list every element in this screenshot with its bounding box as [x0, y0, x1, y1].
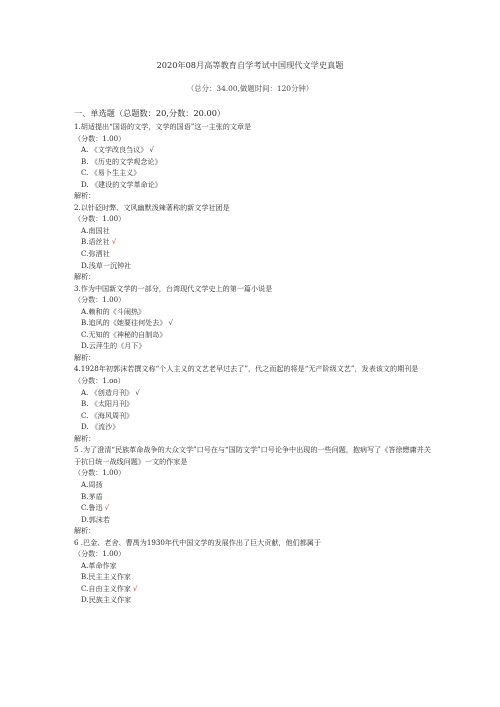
question-block [74, 121, 434, 202]
answer-option-text: D.民族主义作家 [81, 595, 132, 605]
answer-option-text: D. 《流沙》 [81, 422, 120, 432]
answer-option-text: A.赖和的《斗闹热》 [81, 306, 146, 316]
answer-option [74, 236, 434, 248]
question-score: （分数：1.00） [74, 549, 126, 559]
answer-option-text: D. 《建设的文学革命论》 [81, 179, 162, 189]
answer-option [74, 421, 434, 433]
question-list [74, 107, 434, 606]
answer-option-text: A. 《文学改良刍议》 [81, 145, 148, 155]
question-analysis: 解析： [74, 352, 96, 362]
question-analysis: 解析： [74, 526, 96, 536]
answer-option-text: B. 《太阳月刊》 [81, 399, 134, 409]
answer-option [74, 479, 434, 491]
answer-option-text: B.追风的《她要往何处去》 [81, 318, 167, 328]
question-score: （分数：1.oo） [74, 376, 125, 386]
question-analysis: 解析： [74, 191, 96, 201]
answer-option [74, 329, 434, 341]
question-analysis: 解析： [74, 272, 96, 282]
answer-option-text: C.无知的《神秘的自制岛》 [81, 329, 167, 339]
question-analysis: 解析： [74, 433, 96, 443]
question-block [74, 444, 434, 536]
answer-option [74, 167, 434, 179]
answer-option [74, 583, 434, 595]
question-stem: 2.以针砭时弊、文风幽默泼辣著称的新文学社团是 [74, 202, 230, 212]
answer-option [74, 594, 434, 606]
question-score: （分数：1.00） [74, 133, 126, 143]
answer-option [74, 560, 434, 572]
document-title: 2020年08月高等教育自学考试中国现代文学史真题 [156, 60, 344, 70]
answer-option-text: B.茅盾 [81, 491, 103, 501]
correct-check-icon: √ [111, 237, 117, 247]
correct-check-icon: √ [149, 145, 154, 155]
answer-option-text: A.革命作家 [81, 560, 117, 570]
question-stem: 6 .巴金、老舍、曹禺为1930年代中国文学的发展作出了巨大贡献，他们都属于 [74, 537, 321, 547]
question-stem: 3.作为中国新文学的一部分，台湾现代文学史上的第一篇小说是 [74, 283, 273, 293]
answer-option-text: C. 《海风周刊》 [81, 410, 134, 420]
answer-option [74, 144, 434, 156]
answer-option [74, 514, 434, 526]
question-stem: 5 .为了澄清“民族革命战争的大众文学”口号在与“国防文学”口号论争中出现的一些问题，抱病写了《答徐懋庸并关于抗日统一战线问题》一文的作家是 [74, 445, 431, 466]
correct-check-icon: √ [133, 583, 138, 593]
document-subtitle: （总分：34.00,做题时间：120分钟） [186, 84, 314, 93]
answer-option [74, 491, 434, 503]
answer-option [74, 317, 434, 329]
answer-option-text: C.自由主义作家 [81, 583, 131, 593]
answer-option-text: C. 《易卜生主义》 [81, 168, 141, 178]
answer-option [74, 502, 434, 514]
answer-option-text: D.郭沫若 [81, 514, 110, 524]
question-stem: 1.胡适提出“国语的文学，文学的国语”这一主张的文章是 [74, 122, 252, 131]
answer-option [74, 571, 434, 583]
answer-option-text: C.弥洒社 [81, 249, 110, 259]
answer-option [74, 340, 434, 352]
answer-option [74, 248, 434, 260]
answer-option [74, 260, 434, 272]
answer-option [74, 398, 434, 410]
correct-check-icon: √ [168, 318, 174, 328]
question-block [74, 537, 434, 606]
answer-option-text: D.浅草一沉钟社 [81, 260, 132, 270]
answer-option-text: A.周扬 [81, 479, 103, 489]
answer-option [74, 156, 434, 168]
correct-check-icon: √ [104, 503, 110, 513]
question-score: （分数：1.00） [74, 468, 126, 478]
answer-option [74, 225, 434, 237]
answer-option [74, 306, 434, 318]
answer-option-text: B. 《历史的文学观念论》 [81, 156, 162, 166]
question-stem: 4.1928年初郭沫若撰文称“个人主义的文艺老早过去了”，代之而起的将是“无产阶级文艺”，发表该文的期刊是 [74, 364, 419, 374]
answer-option-text: A. 《创造月刊》 [81, 387, 134, 397]
question-block [74, 283, 434, 364]
answer-option-text: B.民主主义作家 [81, 572, 132, 582]
question-score: （分数：1.00） [74, 295, 126, 305]
question-block [74, 202, 434, 283]
answer-option [74, 387, 434, 399]
answer-option [74, 179, 434, 191]
answer-option [74, 410, 434, 422]
answer-option-text: C.鲁迅 [81, 503, 103, 513]
correct-check-icon: √ [135, 387, 140, 397]
answer-option-text: D.云萍生的《月下》 [81, 341, 146, 351]
question-block [74, 363, 434, 444]
questions-container [74, 121, 434, 606]
section-heading: 一、单选题（总题数：20,分数：20.00） [74, 108, 226, 118]
answer-option-text: B.语丝社 [81, 237, 110, 247]
question-score: （分数：1.00） [74, 214, 126, 224]
answer-option-text: A.南国社 [81, 225, 110, 235]
